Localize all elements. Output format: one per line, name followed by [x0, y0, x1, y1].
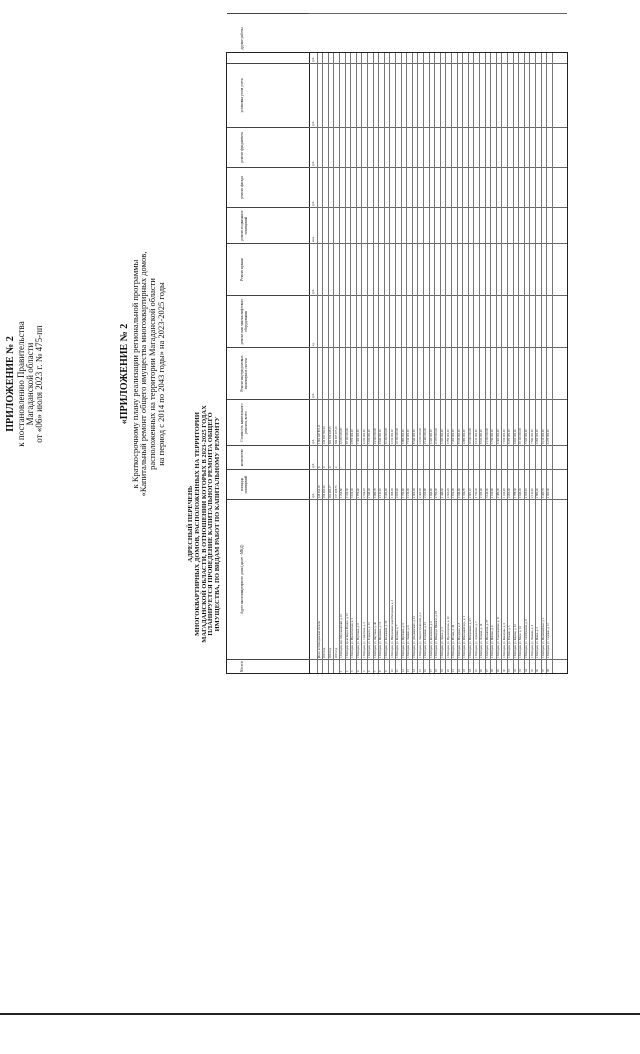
table-cell: 2 450,70	[541, 488, 545, 498]
table-cell: г. Магадан, ул. Лукса, д. 3	[441, 627, 444, 658]
table-cell: 16	[424, 669, 428, 672]
column-header	[227, 469, 309, 499]
table-title-line: ПЛАНИРУЕТСЯ ПРОВЕДЕНИЕ КАПИТАЛЬНОГО РЕМОНТА ОБЩЕГО	[207, 412, 215, 636]
table-cell: 1	[340, 670, 344, 672]
table-cell: г. Магадан, ул. Транспортная, д. 11	[497, 616, 500, 658]
table-cell: 1 910,20	[502, 488, 506, 498]
table-cell: 3 455,90	[385, 488, 388, 498]
table-cell: 2 650,40	[396, 488, 400, 498]
table-cell: г. Магадан, ул. Садовая, д. 12	[547, 623, 551, 658]
table-cell: г. Магадан, ул. Советская, д. 5	[362, 622, 366, 658]
table-cell: г. Магадан, ул. Коммуны, д. 2	[502, 623, 506, 658]
row-divider	[552, 53, 553, 673]
table-cell: 37	[541, 669, 545, 672]
appendix-line: Магаданской области	[24, 342, 35, 426]
table-cell: 2 044,60	[457, 488, 461, 498]
table-cell: 10	[390, 669, 394, 672]
table-cell: 14 500 000,00	[373, 427, 377, 444]
table-cell: 15	[418, 669, 422, 672]
table-cell: 7 450 000,00	[357, 429, 360, 444]
table-cell: 1 664,90	[429, 488, 433, 498]
summary-cell: 4	[323, 466, 327, 468]
table-header-row	[227, 27, 310, 673]
table-cell: 3 102,00	[351, 488, 355, 498]
appendix-title: ПРИЛОЖЕНИЕ № 2	[5, 336, 16, 432]
table-cell: 9	[385, 670, 388, 672]
table-cell: 1 880,00	[536, 488, 540, 498]
summary-cell: 615 091 765,30	[323, 426, 327, 444]
column-divider	[309, 63, 567, 127]
column-header-label: ремонт фундамента	[240, 132, 244, 163]
column-divider	[309, 295, 567, 347]
units-cell: руб.	[312, 161, 316, 166]
table-cell: 2 980,70	[373, 488, 377, 498]
units-cell: руб.	[312, 439, 316, 444]
column-header-label: Стоимость капитального ремонта, всего	[240, 403, 248, 442]
program-title: «ПРИЛОЖЕНИЕ № 2	[119, 323, 130, 425]
table-cell: 6 880 000,00	[401, 429, 405, 444]
column-header	[227, 445, 309, 469]
table-cell: г. Магадан, ул. Горького, д. 13	[368, 622, 372, 658]
table-cell: 2	[345, 670, 349, 672]
table-cell: 2 205,00	[508, 488, 512, 498]
table-cell: г. Магадан, ул. Гагарина, д. 21	[424, 622, 428, 658]
table-cell: г. Магадан, ул. Колымская, д. 6	[429, 621, 433, 658]
program-line: расположенных на территории Магаданской области	[147, 278, 158, 470]
table-cell: 2 335,40	[480, 488, 484, 498]
units-cell: руб.	[312, 201, 316, 206]
table-cell: 1 730,60	[401, 488, 405, 498]
table-cell: г. Магадан, пер. Марчеканский, д. 10	[340, 614, 344, 658]
summary-cell: 258 965,26	[323, 485, 327, 498]
table-cell: 13 250 000,00	[485, 427, 489, 444]
table-cell: 12 030 000,00	[418, 427, 422, 444]
table-cell: 9 150 000,00	[541, 429, 545, 444]
appendix-line: от «06» июля 2023 г. № 475-пп	[34, 325, 45, 443]
table-cell: г. Магадан, ул. Кирова, д. 22	[513, 624, 517, 658]
table-cell: 18	[435, 669, 439, 672]
table-cell: г. Магадан, ул. Якутская, д. 46	[373, 622, 377, 658]
units-cell: руб.	[312, 463, 316, 468]
table-cell: 1 356,70	[463, 488, 467, 498]
table-cell: 1 530,10	[525, 488, 528, 498]
column-header-label: площадь помещений	[240, 475, 248, 494]
program-line: «Капитальный ремонт общего имущества многоквартирных домов,	[138, 251, 149, 497]
table-cell: г. Магадан, ул. Новая, д. 3	[536, 627, 540, 658]
summary-cell: 2023 год	[323, 647, 327, 658]
page-divider	[0, 1013, 640, 1015]
table-cell: 6 650 000,00	[513, 429, 517, 444]
table-cell: 3	[351, 670, 355, 672]
table-cell: 1 788,30	[513, 488, 517, 498]
table-cell: г. Магадан, ул. Энергостроителей, д. 2	[418, 612, 422, 658]
units-cell: руб.	[312, 393, 316, 398]
table-cell: 1 440,50	[441, 488, 444, 498]
table-cell: 10 330 000,00	[396, 427, 400, 444]
column-header-label: установка узлов учета	[240, 78, 244, 113]
table-cell: 20	[446, 669, 450, 672]
table-cell: 1 998,00	[390, 488, 394, 498]
table-cell: 28	[491, 669, 495, 672]
table-cell: 1 612,80	[491, 488, 495, 498]
table-cell: 1 720,00	[474, 488, 478, 498]
column-divider	[309, 13, 567, 63]
table-cell: 7 120 000,00	[407, 429, 411, 444]
table-cell: 5 330 000,00	[441, 429, 444, 444]
table-cell: г. Магадан, ул. Дзержинского, д. 12	[413, 616, 416, 658]
address-table	[226, 27, 568, 674]
summary-cell: 202 482,17	[329, 485, 332, 498]
table-cell: 9 360 000,00	[497, 429, 500, 444]
table-cell: 10 640 000,00	[469, 427, 472, 444]
column-header-label: другие работы	[240, 27, 244, 50]
table-cell: 4 980 000,00	[463, 429, 467, 444]
table-cell: 19	[441, 669, 444, 672]
table-cell: 8 640 000,00	[379, 429, 383, 444]
table-cell: г. Магадан, ул. Школьный пер., д. 1	[463, 615, 467, 658]
table-title-line: МАГАДАНСКОЙ ОБЛАСТИ, В ОТНОШЕНИИ КОТОРЫХ В 2023-2025 ГОДАХ	[200, 405, 208, 643]
table-cell: 1 812,00	[452, 488, 456, 498]
column-header-label: Адрес многоквартирного дома (далее - МКД)	[240, 544, 244, 615]
column-header	[227, 347, 309, 399]
table-cell: 10 120 000,00	[519, 427, 523, 444]
table-cell: 6 270 000,00	[547, 429, 551, 444]
table-cell: 7 260 000,00	[452, 429, 456, 444]
table-cell: 6	[368, 670, 372, 672]
table-cell: г. Магадан, ул. Шандора Шимича, д. 18	[435, 611, 439, 658]
table-cell: 1 690,00	[547, 488, 551, 498]
table-cell: 30	[502, 669, 506, 672]
table-cell: 1 250,80	[340, 488, 344, 498]
table-cell: 9 870 000,00	[351, 429, 355, 444]
table-cell: 12 850 000,00	[340, 427, 344, 444]
column-header-label: ремонт или замена лифтового оборудования	[240, 298, 248, 345]
table-cell: 26	[480, 669, 484, 672]
table-cell: 11 200 000,00	[385, 428, 388, 444]
table-cell: г. Магадан, ул. Набережная реки Магаданки, д. 5	[390, 599, 394, 658]
table-cell: 14	[413, 669, 416, 672]
column-divider	[309, 207, 567, 243]
column-header	[227, 399, 309, 445]
table-cell: 7 030 000,00	[502, 429, 506, 444]
column-header	[227, 659, 309, 673]
table-cell: 2 640,00	[519, 488, 523, 498]
table-cell: г. Магадан, ул. Пушкина, д. 9	[401, 623, 405, 658]
table-title-line: МНОГОКВАРТИРНЫХ ДОМОВ, РАСПОЛОЖЕННЫХ НА ТЕРРИТОРИИ	[193, 412, 201, 636]
summary-cell: Итого по Магаданской области	[317, 620, 321, 658]
table-cell: 8 910 000,00	[480, 429, 484, 444]
table-cell: 15 400 000,00	[424, 427, 428, 444]
column-header-label: N/п п/п	[240, 660, 244, 673]
table-cell: г. Магадан, ул. Полярная, д. 8	[457, 622, 461, 658]
table-cell: г. Магадан, ул. Пролетарская, д. 29	[446, 616, 450, 658]
column-header	[227, 243, 309, 295]
units-cell: руб.	[312, 57, 316, 62]
table-cell: 4	[357, 670, 360, 672]
table-cell: 18 120 000,00	[345, 427, 349, 444]
appendix-header	[6, 234, 45, 534]
program-line: к Краткосрочному плану реализации региональной программы	[129, 259, 140, 489]
table-cell: 2 410,30	[345, 488, 349, 498]
table-cell: г. Магадан, ул. Берзина, д. 7	[396, 624, 400, 658]
appendix-line: к постановлению Правительства	[15, 321, 26, 447]
units-cell: кв.м	[312, 236, 316, 242]
units-cell: руб.	[312, 121, 316, 126]
table-cell: 17	[429, 669, 433, 672]
column-divider	[309, 347, 567, 399]
table-cell: 3 140,00	[485, 488, 489, 498]
table-cell: г. Магадан, ул. Речная, д. 49	[452, 624, 456, 658]
table-cell: г. Магадан, ул. Ленина, д. 4	[407, 625, 411, 658]
table-cell: 7	[373, 670, 377, 672]
table-cell: г. Магадан, ул. Зеленая, д. 16	[480, 623, 484, 658]
table-cell: г. Магадан, ул. Парковая, д. 11	[379, 622, 383, 658]
table-cell: 11 870 000,00	[435, 428, 439, 444]
summary-cell: 602 359 028,55	[329, 426, 332, 444]
table-cell: 2 110,40	[530, 488, 534, 498]
table-cell: г. Магадан, ул. Мира, д. 14	[519, 626, 523, 658]
table-cell: 32	[513, 669, 517, 672]
column-header-label: ремонт подвальных помещений	[240, 210, 248, 241]
column-header-label: количество	[240, 448, 244, 467]
table-title-line: АДРЕСНЫЙ ПЕРЕЧЕНЬ	[187, 485, 194, 563]
table-cell: 2 034,10	[362, 488, 366, 498]
table-cell: 7 840 000,00	[530, 429, 534, 444]
table-cell: 11	[396, 669, 400, 672]
table-cell: г. Магадан, ул. Арманская, д. 7	[474, 621, 478, 658]
units-cell: ед.	[312, 342, 316, 346]
column-divider	[309, 167, 567, 207]
table-cell: 2 460,00	[418, 488, 422, 498]
table-cell: 8 015 000,00	[457, 429, 461, 444]
summary-cell: 4	[329, 466, 332, 468]
table-cell: г. Магадан, ул. Нагаевская, д. 37	[485, 619, 489, 658]
table-cell: 31	[508, 669, 512, 672]
table-cell: г. Магадан, пр-кт Карла Маркса, д. 12	[345, 613, 349, 658]
table-cell: г. Магадан, ул. Пролетарская, д. 2	[351, 618, 355, 658]
program-line: на период с 2014 по 2043 годы» на 2023-2025 годы	[156, 282, 167, 466]
table-cell: 1 876,40	[357, 488, 360, 498]
units-cell: руб.	[312, 289, 316, 294]
summary-cell: 8	[317, 466, 321, 468]
table-cell: 6 230 000,00	[362, 429, 366, 444]
column-header	[227, 13, 309, 63]
table-cell: г. Магадан, ул. Октябрьская, д. 9	[525, 619, 528, 658]
table-cell: 2 901,10	[469, 488, 472, 498]
summary-cell: 618 456,18	[317, 485, 321, 498]
column-header	[227, 167, 309, 207]
summary-cell: 4	[334, 466, 338, 468]
table-cell: 5 520 000,00	[525, 429, 528, 444]
summary-cell: 1 802 447 801,11	[317, 424, 321, 444]
summary-cell: 2025 год	[334, 647, 338, 658]
summary-cell: 157 008,75	[334, 485, 338, 498]
program-header	[120, 164, 166, 584]
table-cell: 8 540 000,00	[413, 429, 416, 444]
column-header	[227, 63, 309, 127]
table-cell: г. Магадан, ул. Набережная, д. 63	[469, 618, 472, 658]
table-cell: г. Магадан, ул. Кольцевая, д. 33	[385, 620, 388, 658]
column-header-label: ремонт фасада	[240, 176, 244, 199]
table-cell: 5 910 000,00	[368, 429, 372, 444]
table-cell: 27	[485, 669, 489, 672]
table-cell: 38	[547, 669, 551, 672]
column-header	[227, 295, 309, 347]
column-divider	[309, 445, 567, 469]
table-cell: 9 780 000,00	[446, 429, 450, 444]
table-cell: 8 470 000,00	[508, 429, 512, 444]
column-header	[227, 499, 309, 659]
table-cell: 1 540,00	[368, 488, 372, 498]
summary-cell: 2024 год	[329, 647, 332, 658]
table-cell: 33	[519, 669, 523, 672]
table-cell: г. Магадан, ул. Южная, д. 5	[508, 625, 512, 658]
column-divider	[309, 243, 567, 295]
table-cell: 6 990 000,00	[536, 429, 540, 444]
table-cell: 8	[379, 670, 383, 672]
units-cell: руб.	[312, 493, 316, 498]
table-cell: 34	[525, 669, 528, 672]
table-cell: 13	[407, 669, 411, 672]
table-cell: г. Магадан, ул. Чапаева, д. 6	[530, 624, 534, 658]
table-cell: 5	[362, 670, 366, 672]
table-cell: 6 410 000,00	[429, 429, 433, 444]
table-cell: 6 120 000,00	[474, 429, 478, 444]
table-cell: 23	[463, 669, 467, 672]
table-cell: 12	[401, 669, 405, 672]
table-cell: г. Магадан, ул. Попова, д. 4	[491, 625, 495, 658]
table-cell: 3 020,80	[424, 488, 428, 498]
table-cell: 2 480,00	[497, 488, 500, 498]
table-cell: г. Магадан, ул. Портовая, д. 8	[357, 623, 360, 658]
table-cell: 25	[474, 669, 478, 672]
table-cell: 21	[452, 669, 456, 672]
table-cell: 2 210,00	[407, 488, 411, 498]
column-divider	[309, 127, 567, 167]
table-cell: 36	[536, 669, 540, 672]
table-cell: 2 790,00	[435, 488, 439, 498]
table-cell: 29	[497, 669, 500, 672]
column-header	[227, 127, 309, 167]
table-cell: 24	[469, 669, 472, 672]
table-title-line: ИМУЩЕСТВА, ПО ВИДАМ РАБОТ ПО КАПИТАЛЬНОМУ РЕМОНТУ	[214, 416, 222, 632]
table-cell: 1 905,30	[413, 488, 416, 498]
table-cell: 2 560,20	[446, 488, 450, 498]
table-cell: г. Магадан, ул. Первомайская, д. 1	[541, 617, 545, 658]
table-cell: 9 010 000,00	[390, 429, 394, 444]
table-title	[188, 344, 222, 704]
table-cell: 2 110,20	[379, 488, 383, 498]
column-header-label: Ремонт внутридомовых инженерных систем	[240, 355, 248, 392]
table-cell: 35	[530, 669, 534, 672]
column-header-label: Ремонт крыши	[240, 258, 244, 281]
column-header	[227, 207, 309, 243]
table-cell: 5 740 000,00	[491, 429, 495, 444]
table-cell: 22	[457, 669, 461, 672]
summary-cell: 584 997 007,26	[334, 426, 338, 444]
